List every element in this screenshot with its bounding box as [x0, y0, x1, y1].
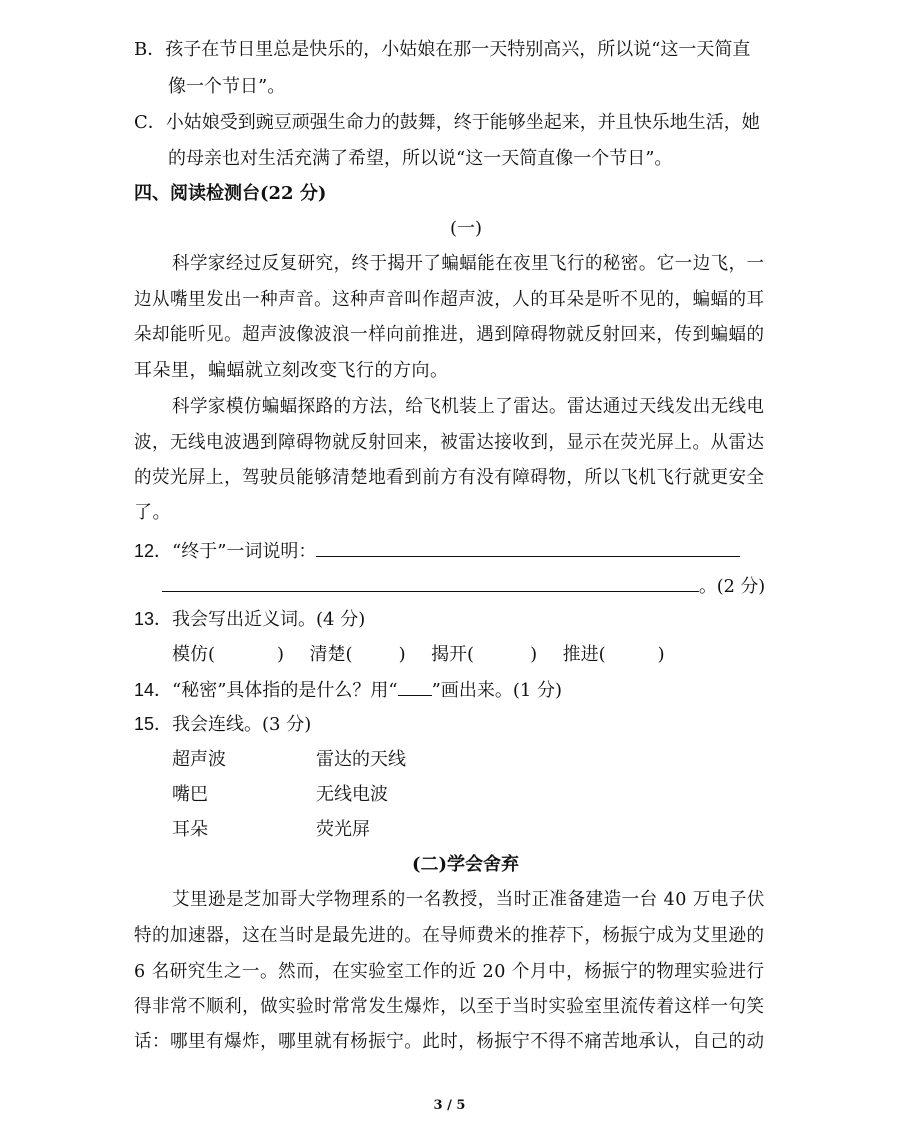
question-text: “秘密”具体指的是什么？用“ [172, 680, 398, 701]
synonym-label: 清楚( [309, 644, 353, 665]
page-number: 3 / 5 [433, 1098, 466, 1113]
passage1-line: 波，无线电波遇到障碍物就反射回来，被雷达接收到，显示在荧光屏上。从雷达 [134, 432, 765, 453]
match-right-item[interactable]: 雷达的天线 [316, 749, 406, 770]
synonym-label: 揭开( [431, 644, 475, 665]
passage1-line: 了。 [134, 502, 171, 523]
match-left-item[interactable]: 超声波 [172, 749, 226, 770]
passage2-line: 得非常不顺利，做实验时常常发生爆炸，以至于当时实验室里流传着这样一句笑 [134, 996, 765, 1017]
option-c-line1: C．小姑娘受到豌豆顽强生命力的鼓舞，终于能够坐起来，并且快乐地生活，她 [134, 112, 760, 133]
question-number: 12． [134, 541, 173, 561]
synonym-label: 模仿( [172, 644, 216, 665]
question-text: “终于”一词说明： [172, 541, 317, 562]
passage1-title: (一) [450, 218, 483, 239]
synonym-row [172, 645, 665, 665]
option-b-line2: 像一个节日”。 [168, 76, 286, 97]
question-number: 15． [134, 714, 173, 734]
answer-blank[interactable] [162, 573, 699, 592]
match-right-item[interactable]: 荧光屏 [316, 819, 370, 840]
question-14 [134, 679, 562, 701]
passage2-line: 6 名研究生之一。然而，在实验室工作的近 20 个月中，杨振宁的物理实验进行 [134, 961, 765, 982]
question-text-after: ”画出来。(1 分) [431, 680, 563, 701]
option-c-line2: 的母亲也对生活充满了希望，所以说“这一天简直像一个节日”。 [168, 148, 673, 169]
question-text: 我会写出近义词。(4 分) [172, 609, 366, 630]
passage2-line: 话：哪里有爆炸，哪里就有杨振宁。此时，杨振宁不得不痛苦地承认，自己的动 [134, 1031, 765, 1052]
question-15 [134, 714, 311, 735]
section-heading: 四、阅读检测台(22 分) [134, 183, 327, 204]
passage1-line: 的荧光屏上，驾驶员能够清楚地看到前方有没有障碍物，所以飞机飞行就更安全 [134, 467, 765, 488]
synonym-close: ) [398, 644, 406, 665]
question-text: 我会连线。(3 分) [172, 714, 312, 735]
answer-blank[interactable] [316, 538, 740, 557]
passage2-title: (二)学会舍弃 [412, 854, 520, 875]
question-12-cont [162, 573, 765, 597]
synonym-label: 推进( [562, 644, 606, 665]
question-points: 。(2 分) [698, 576, 766, 597]
passage1-line: 朵却能听见。超声波像波浪一样向前推进，遇到障碍物就反射回来，传到蝙蝠的 [134, 324, 765, 345]
match-left-item[interactable]: 嘴巴 [172, 784, 208, 805]
passage2-line: 特的加速器，这在当时是最先进的。在导师费米的推荐下，杨振宁成为艾里逊的 [134, 925, 765, 946]
match-right-item[interactable]: 无线电波 [316, 784, 388, 805]
option-b-line1: B．孩子在节日里总是快乐的，小姑娘在那一天特别高兴，所以说“这一天简直 [134, 39, 751, 60]
passage1-line: 耳朵里，蝙蝠就立刻改变飞行的方向。 [134, 360, 449, 381]
passage1-line-text: 科学家经过反复研究，终于揭开了蝙蝠能在夜里飞行的秘密。它一边飞，一 [172, 253, 765, 274]
synonym-close: ) [530, 644, 538, 665]
passage1-line: 边从嘴里发出一种声音。这种声音叫作超声波，人的耳朵是听不见的，蝙蝠的耳 [134, 289, 765, 310]
passage1-line [172, 254, 765, 274]
passage2-line: 艾里逊是芝加哥大学物理系的一名教授，当时正准备建造一台 40 万电子伏 [172, 889, 765, 910]
match-left-item[interactable]: 耳朵 [172, 819, 208, 840]
passage1-line: 科学家模仿蝙蝠探路的方法，给飞机装上了雷达。雷达通过天线发出无线电 [172, 396, 765, 417]
question-13 [134, 609, 365, 630]
underline-sample [398, 679, 432, 696]
synonym-close: ) [277, 644, 285, 665]
question-12 [134, 538, 740, 562]
synonym-close: ) [657, 644, 665, 665]
question-number: 14． [134, 680, 173, 700]
question-number: 13． [134, 609, 173, 629]
